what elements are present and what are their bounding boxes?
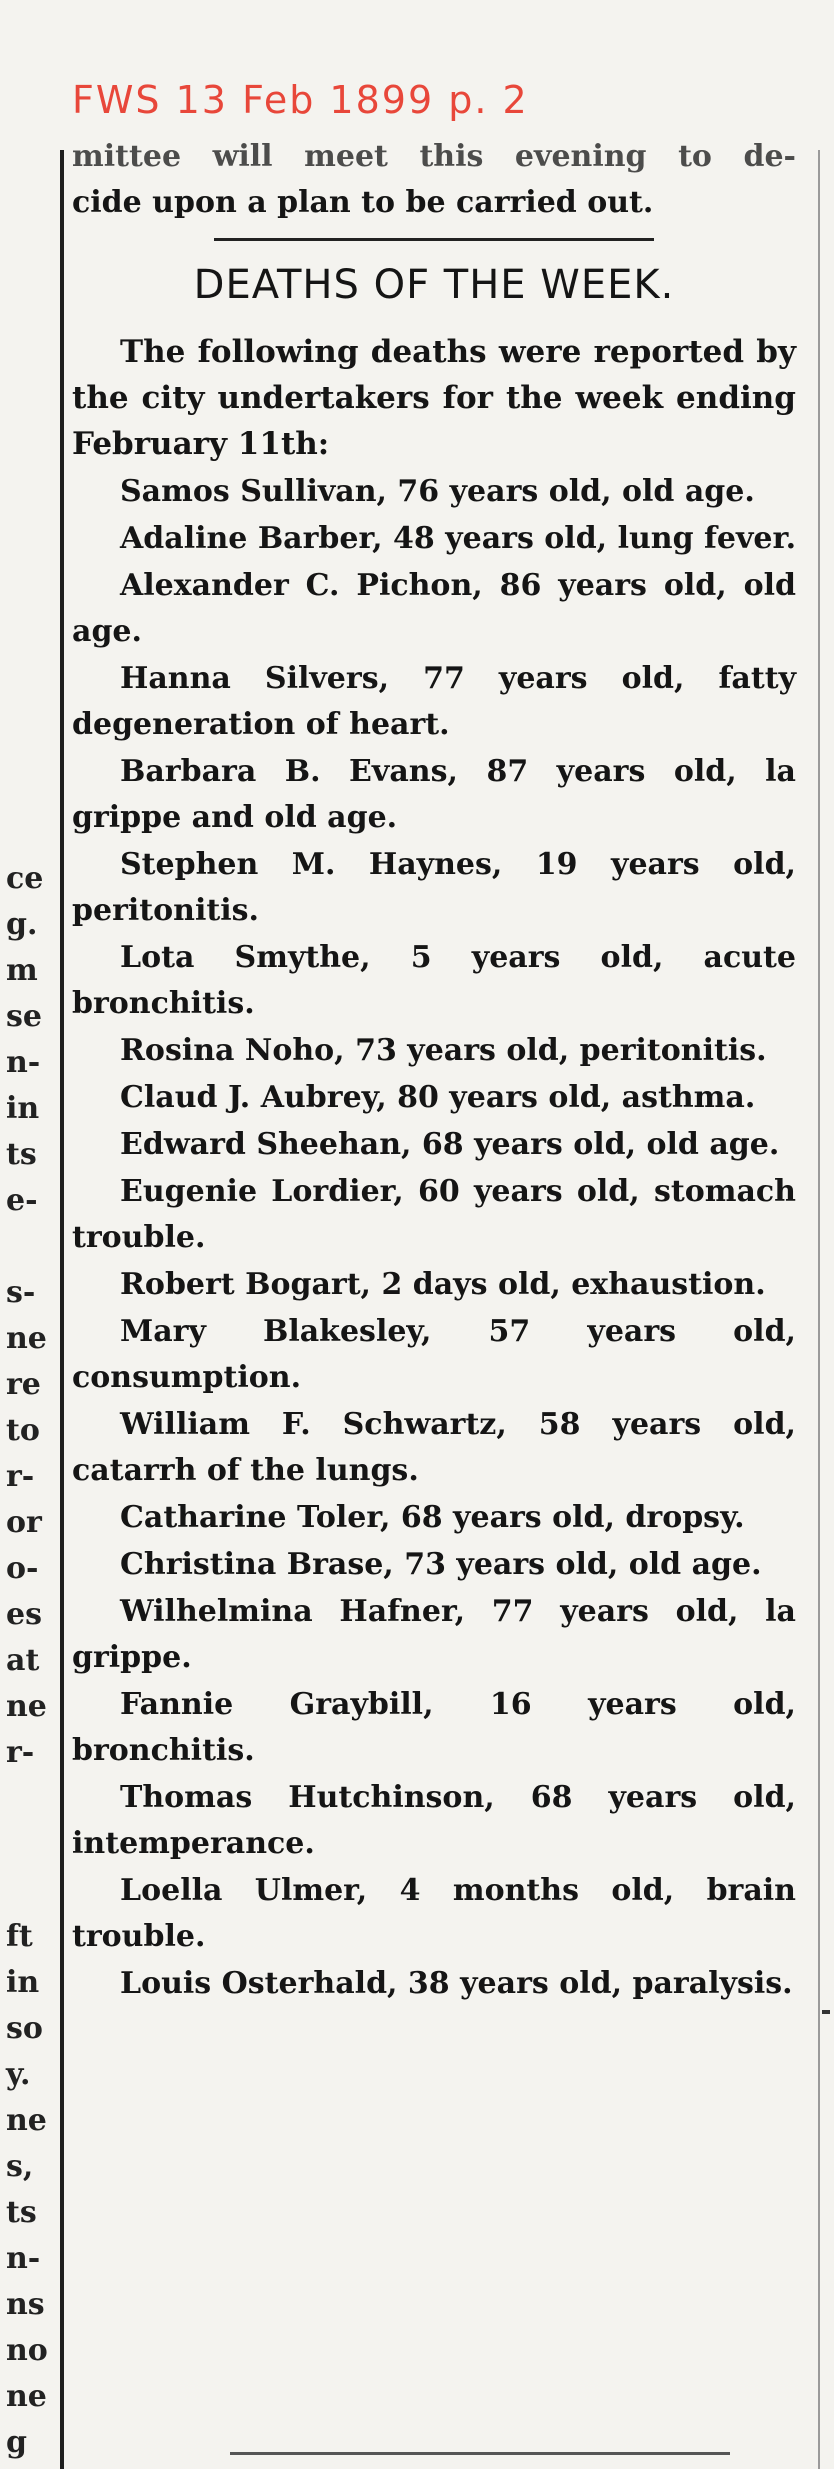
- fragment-text: ce: [6, 861, 44, 896]
- death-entry: Adaline Barber, 48 years old, lung fever.: [120, 521, 797, 556]
- death-entry: Claud J. Aubrey, 80 years old, asthma.: [120, 1080, 756, 1115]
- deaths-list: [72, 469, 796, 2007]
- death-entry: Edward Sheehan, 68 years old, old age.: [120, 1127, 780, 1162]
- fragment-text: ne: [6, 1321, 47, 1356]
- fragment-text: ne: [6, 1689, 47, 1724]
- fragment-text: e-: [6, 1183, 38, 1218]
- fragment-text: to: [6, 1413, 40, 1448]
- fragment-text: g.: [6, 907, 38, 942]
- death-entry: Eugenie Lordier, 60 years old, stomach trouble.: [72, 1174, 796, 1255]
- fragment-text: in: [6, 1091, 40, 1126]
- fragment-text: no: [6, 2333, 48, 2368]
- death-entry: Robert Bogart, 2 days old, exhaustion.: [120, 1267, 766, 1302]
- death-entry: Catharine Toler, 68 years old, dropsy.: [120, 1500, 745, 1535]
- death-entry: Wilhelmina Hafner, 77 years old, la grippe.: [72, 1594, 796, 1675]
- fragment-text: ns: [6, 2287, 45, 2322]
- fragment-text: n-: [6, 2241, 41, 2276]
- article-lead: The following deaths were reported by the city undertakers for the week ending February 11th:: [72, 334, 796, 462]
- handwritten-citation: FWS 13 Feb 1899 p. 2: [72, 78, 529, 122]
- death-entry: Mary Blakesley, 57 years old, consumption.: [72, 1314, 796, 1395]
- death-entry: William F. Schwartz, 58 years old, catarrh of the lungs.: [72, 1407, 796, 1488]
- death-entry: Barbara B. Evans, 87 years old, la grippe and old age.: [72, 754, 796, 835]
- fragment-text: o-: [6, 1551, 39, 1586]
- fragment-text: es: [6, 1597, 42, 1632]
- fragment-text: ne: [6, 2379, 47, 2414]
- article-headline: DEATHS OF THE WEEK.: [193, 262, 675, 308]
- death-entry: Samos Sullivan, 76 years old, old age.: [120, 474, 755, 509]
- fragment-text: at: [6, 1643, 40, 1678]
- previous-article-line-2: cide upon a plan to be carried out.: [72, 185, 654, 220]
- fragment-text: r-: [6, 1735, 35, 1770]
- column-rule: [60, 150, 64, 2469]
- bottom-rule: [230, 2452, 730, 2455]
- death-entry: Stephen M. Haynes, 19 years old, peritonitis.: [72, 847, 796, 928]
- death-entry: Thomas Hutchinson, 68 years old, intemperance.: [72, 1780, 796, 1861]
- death-entry: Hanna Silvers, 77 years old, fatty degeneration of heart.: [72, 661, 796, 742]
- fragment-text: r-: [6, 1459, 35, 1494]
- fragment-text: so: [6, 2011, 43, 2046]
- fragment-text: ne: [6, 2103, 47, 2138]
- fragment-text: ts: [6, 1137, 37, 1172]
- death-entry: Lota Smythe, 5 years old, acute bronchitis.: [72, 940, 796, 1021]
- fragment-text: or: [6, 1505, 42, 1540]
- margin-mark: [822, 2010, 830, 2014]
- fragment-text: re: [6, 1367, 41, 1402]
- fragment-text: se: [6, 999, 42, 1034]
- death-entry: Rosina Noho, 73 years old, peritonitis.: [120, 1033, 767, 1068]
- death-entry: Fannie Graybill, 16 years old, bronchitis.: [72, 1687, 796, 1768]
- fragment-text: s,: [6, 2149, 34, 2184]
- fragment-text: ts: [6, 2195, 37, 2230]
- death-entry: Loella Ulmer, 4 months old, brain trouble.: [72, 1873, 796, 1954]
- fragment-text: s-: [6, 1275, 36, 1310]
- fragment-text: y.: [6, 2057, 31, 2092]
- death-entry: Alexander C. Pichon, 86 years old, old age.: [72, 568, 796, 649]
- right-column-edge: [818, 150, 820, 2469]
- death-entry: Christina Brase, 73 years old, old age.: [120, 1547, 762, 1582]
- fragment-text: in: [6, 1965, 40, 2000]
- fragment-text: ft: [6, 1919, 33, 1954]
- fragment-text: g: [6, 2425, 27, 2460]
- adjacent-column-fragments: [0, 0, 62, 2469]
- fragment-text: m: [6, 953, 38, 988]
- fragment-text: n-: [6, 1045, 41, 1080]
- previous-article-line-1: mittee will meet this evening to de-: [72, 139, 796, 174]
- section-divider: [214, 238, 654, 241]
- article-column: [72, 134, 796, 2008]
- death-entry: Louis Osterhald, 38 years old, paralysis.: [120, 1966, 793, 2001]
